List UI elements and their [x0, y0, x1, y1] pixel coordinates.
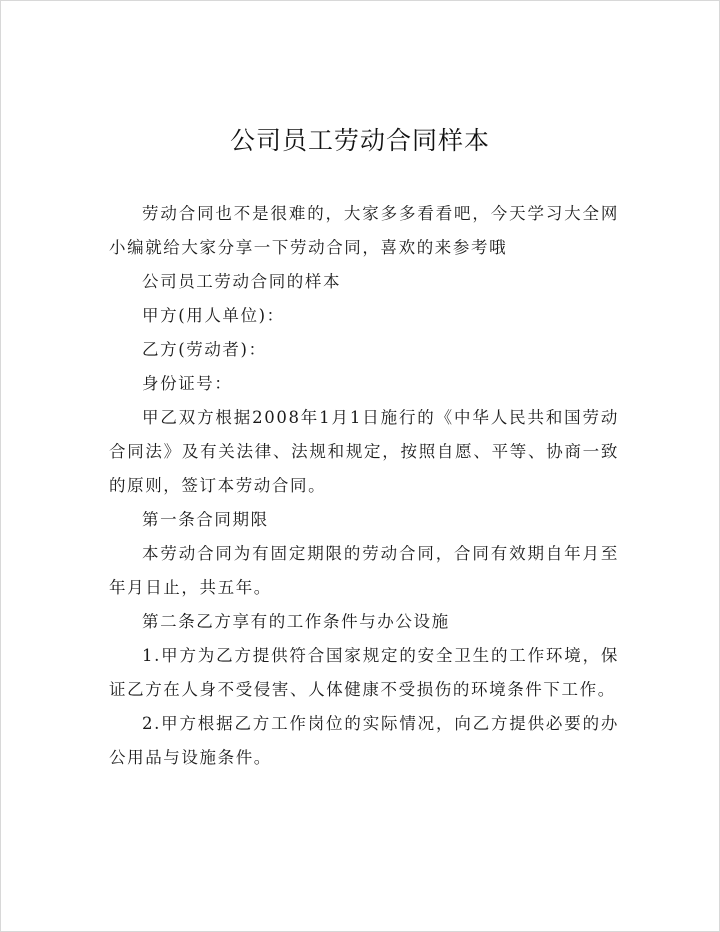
article-1-paragraph: 本劳动合同为有固定期限的劳动合同，合同有效期自年月至年月日止，共五年。: [109, 544, 619, 597]
article-2-clause-1: 1.甲方为乙方提供符合国家规定的安全卫生的工作环境，保证乙方在人身不受侵害、人体健康不受损伤的环境条件下工作。: [109, 646, 619, 699]
article-1-heading: 第一条合同期限: [142, 510, 269, 529]
party-b-field: 乙方(劳动者)：: [142, 340, 267, 359]
document-body: [109, 197, 619, 775]
document-title: 公司员工劳动合同样本: [229, 126, 490, 155]
article-2-clause-2: 2.甲方根据乙方工作岗位的实际情况，向乙方提供必要的办公用品与设施条件。: [109, 714, 619, 767]
sample-heading: 公司员工劳动合同的样本: [142, 272, 342, 291]
article-2-heading: 第二条乙方享有的工作条件与办公设施: [142, 612, 450, 631]
id-number-field: 身份证号：: [142, 374, 233, 393]
intro-paragraph: 劳动合同也不是很难的，大家多多看看吧，今天学习大全网小编就给大家分享一下劳动合同，喜欢的来参考哦: [109, 204, 619, 257]
party-a-field: 甲方(用人单位)：: [142, 306, 285, 325]
preamble-paragraph: 甲乙双方根据2008年1月1日施行的《中华人民共和国劳动合同法》及有关法律、法规和规定，按照自愿、平等、协商一致的原则，签订本劳动合同。: [109, 408, 619, 495]
